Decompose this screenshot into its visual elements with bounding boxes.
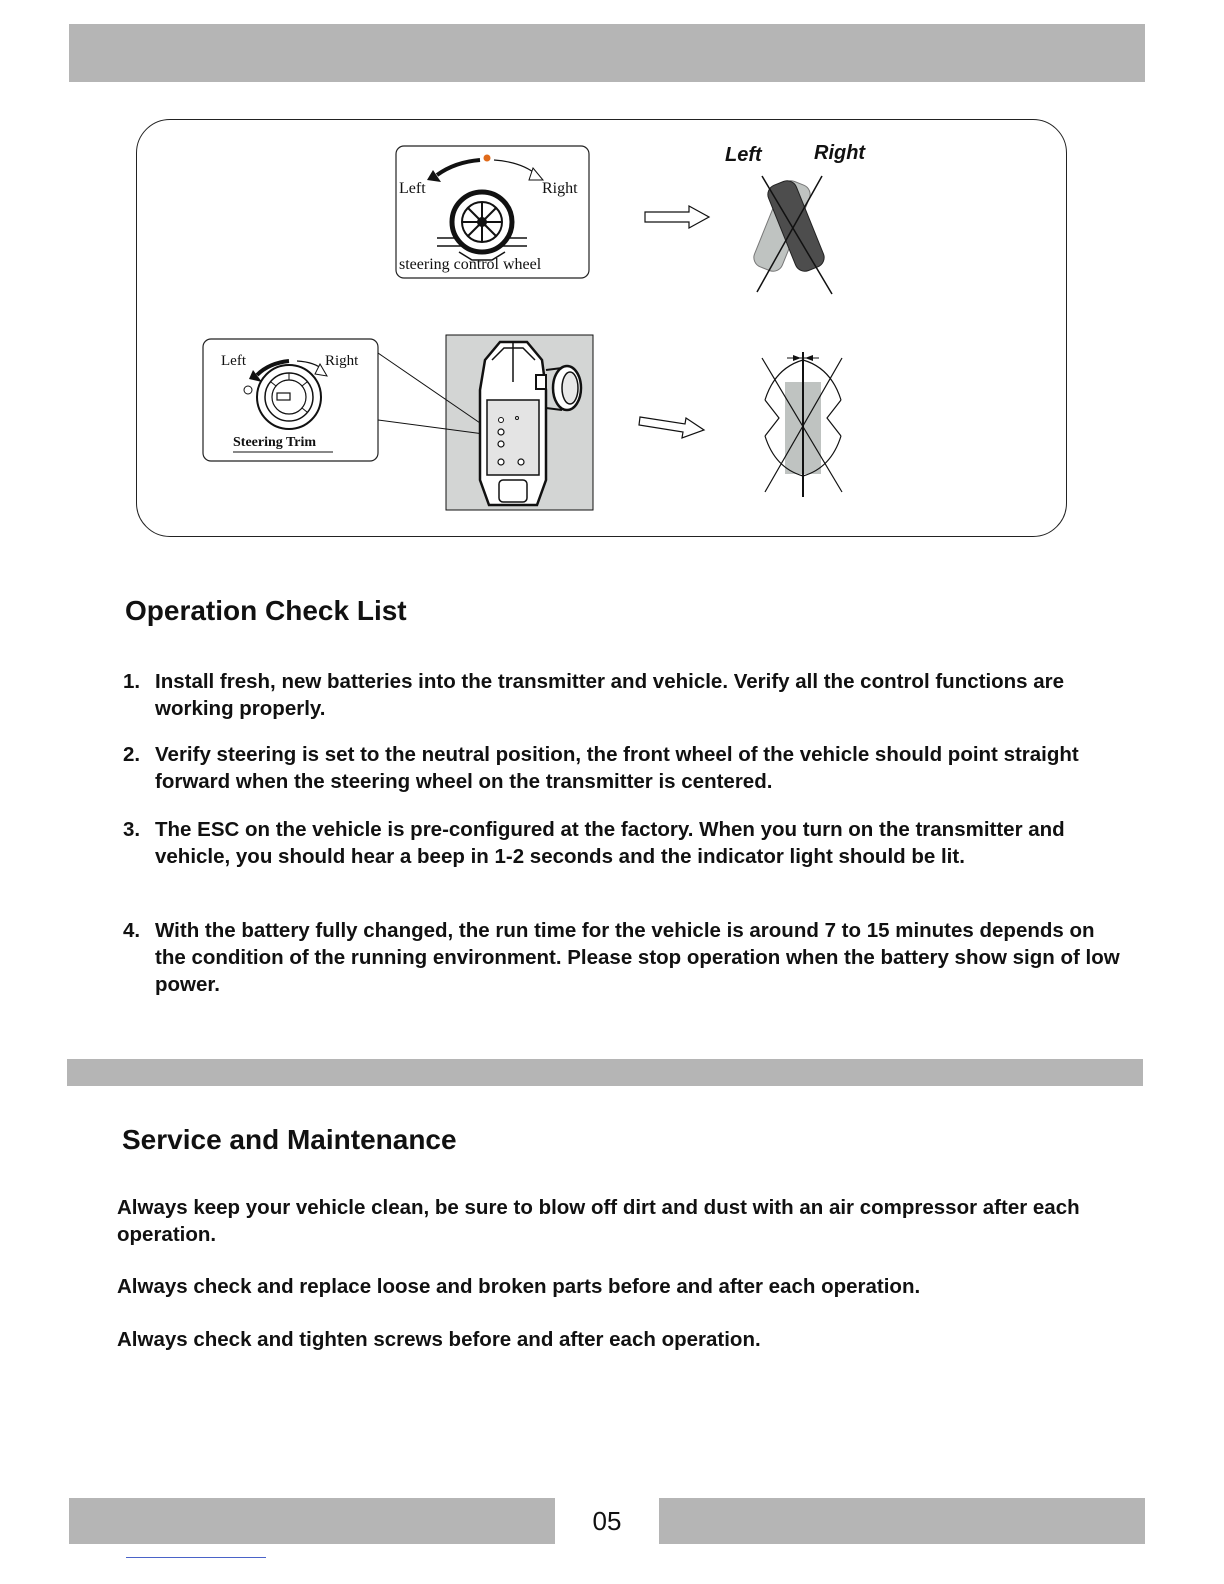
list-item bbox=[123, 668, 1123, 722]
list-item-text: Verify steering is set to the neutral position, the front wheel of the vehicle should point straight forward when the steering wheel on the transmitter is centered. bbox=[155, 743, 1079, 793]
hollow-arrow-icon bbox=[639, 206, 709, 438]
service-paragraph: Always keep your vehicle clean, be sure to blow off dirt and dust with an air compressor after each operation. bbox=[117, 1196, 1080, 1246]
wheel-caption: steering control wheel bbox=[399, 256, 542, 273]
list-item bbox=[123, 917, 1123, 998]
section-divider-bar bbox=[67, 1059, 1143, 1086]
footer-bar-right bbox=[659, 1498, 1145, 1544]
trim-right-label: Right bbox=[325, 353, 359, 369]
list-item-number: 3. bbox=[123, 818, 141, 841]
trim-left-label: Left bbox=[221, 353, 246, 369]
footer-bar-left bbox=[69, 1498, 555, 1544]
list-item-text: The ESC on the vehicle is pre-configured at the factory. When you turn on the transmitter and vehicle, you should hear a beep in 1-2 seconds and the indicator light should be lit. bbox=[155, 818, 1065, 868]
wheel-right-label: Right bbox=[542, 180, 578, 197]
list-item bbox=[123, 816, 1123, 870]
steering-figure bbox=[136, 119, 1067, 537]
page-number: 05 bbox=[592, 1506, 622, 1536]
operation-check-title: Operation Check List bbox=[125, 595, 407, 626]
center-dot bbox=[484, 155, 491, 162]
service-maintenance-title: Service and Maintenance bbox=[122, 1124, 457, 1155]
footer-underline bbox=[126, 1557, 266, 1558]
list-item-text: With the battery fully changed, the run time for the vehicle is around 7 to 15 minutes depends on the condition of the running environment. Please stop operation when the battery show sign of low power. bbox=[155, 919, 1120, 996]
list-item bbox=[123, 741, 1123, 795]
service-paragraph: Always check and tighten screws before and after each operation. bbox=[117, 1328, 761, 1351]
trim-caption: Steering Trim bbox=[233, 435, 317, 450]
steering-diagram bbox=[137, 120, 1068, 538]
service-paragraph: Always check and replace loose and broken parts before and after each operation. bbox=[117, 1275, 921, 1298]
tire-trim-icon bbox=[762, 352, 842, 497]
tire-right-label: Right bbox=[814, 142, 866, 164]
tire-left-label: Left bbox=[725, 144, 762, 166]
list-item-number: 2. bbox=[123, 743, 141, 766]
header-bar bbox=[69, 24, 1145, 82]
wheel-left-label: Left bbox=[399, 180, 426, 197]
tire-turn-icon bbox=[751, 176, 832, 294]
list-item-text: Install fresh, new batteries into the transmitter and vehicle. Verify all the control functions are working properly. bbox=[155, 670, 1065, 720]
list-item-number: 4. bbox=[123, 919, 141, 942]
list-item-number: 1. bbox=[123, 670, 141, 693]
